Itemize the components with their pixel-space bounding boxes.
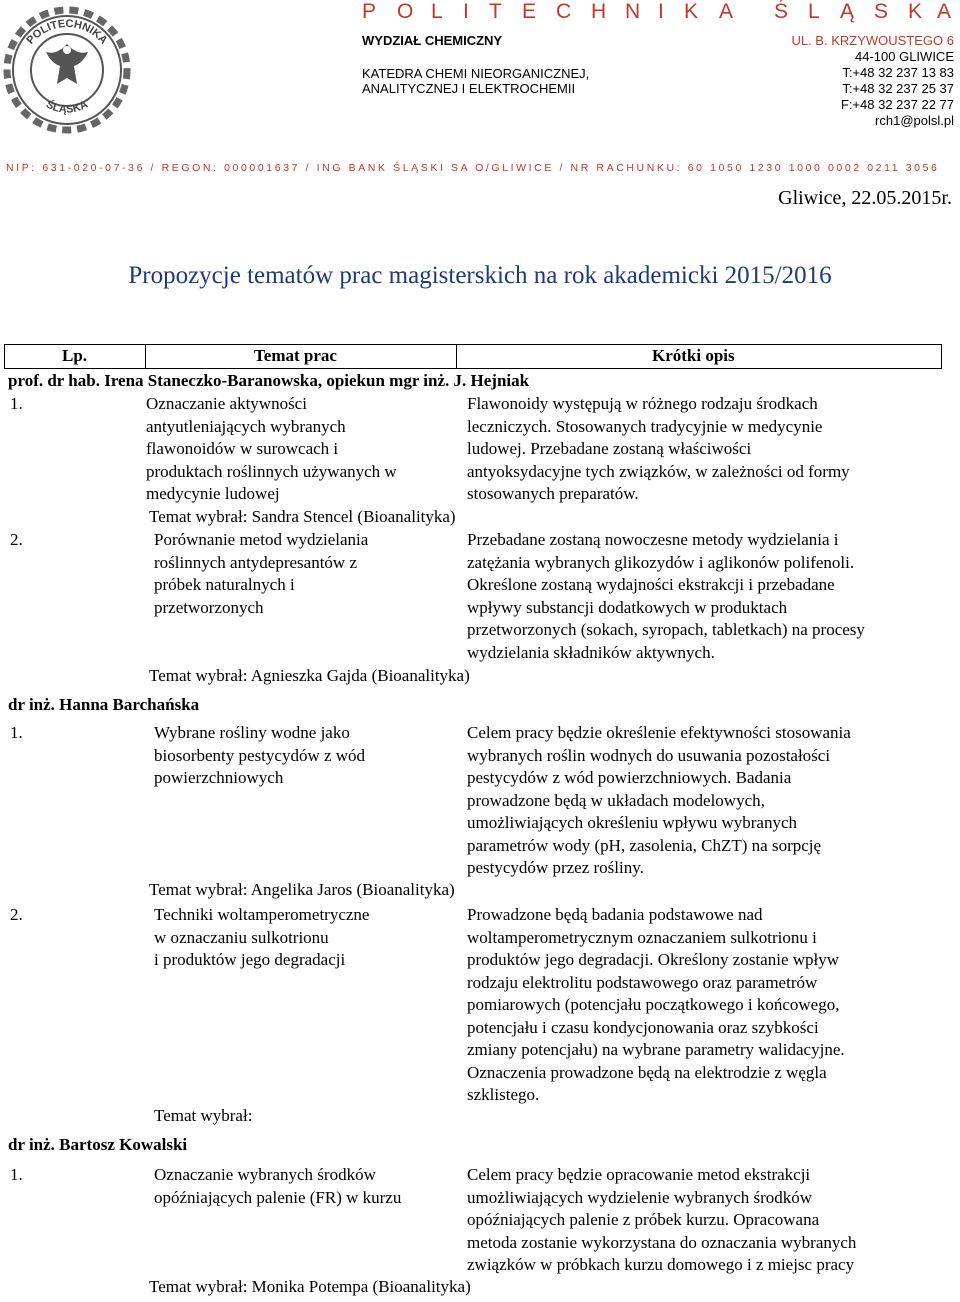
university-logo: [2, 4, 132, 134]
uni-letter: Ś: [774, 0, 789, 23]
description-line: prowadzone będą w układach modelowych,: [467, 790, 765, 810]
topic-title-line: medycynie ludowej: [146, 484, 280, 503]
description-line: Przebadane zostaną nowoczesne metody wydzielania i: [467, 530, 839, 549]
topic-title-line: powierzchniowych: [154, 768, 284, 787]
description-line: parametrów wody (pH, zasolenia, ChZT) na sorpcję: [467, 835, 822, 855]
description-line: Celem pracy będzie opracowanie metod ekstrakcji: [467, 1165, 811, 1184]
description-line: pestycydów z wód powierzchniowych. Badania: [467, 768, 792, 787]
uni-letter: N: [625, 0, 641, 23]
description-line: wydzielania składników aktywnych.: [467, 642, 715, 662]
svg-text:POLITECHNIKA: POLITECHNIKA: [24, 17, 110, 47]
nip-line: NIP: 631-020-07-36 / REGON: 000001637 / ING BANK ŚLĄSKI SA O/GLIWICE / NR RACHUNKU: 60 1050 1230 1000 0002 0211 3056: [6, 162, 940, 174]
topic-number: 1.: [10, 394, 23, 413]
uni-letter: C: [556, 0, 572, 23]
topic-chosen-by: Temat wybrał: Monika Potempa (Bioanalityka): [149, 1277, 471, 1296]
topic-chosen-by: Temat wybrał:: [154, 1106, 253, 1125]
chair-name-line2: ANALITYCZNEJ I ELEKTROCHEMII: [362, 81, 576, 96]
supervisor-name: prof. dr hab. Irena Staneczko-Baranowska, opiekun mgr inż. J. Hejniak: [8, 371, 530, 390]
topic-title: [154, 1164, 401, 1209]
uni-letter: E: [522, 0, 537, 23]
description-line: związków w próbkach kurzu domowego i z miejsc pracy: [467, 1255, 855, 1274]
topic-description: [467, 529, 865, 664]
description-line: Określone zostaną wydajności ekstrakcji i przebadane: [467, 575, 835, 594]
topic-number: 1.: [10, 1165, 23, 1184]
topic-title: [146, 393, 397, 506]
topic-title-line: flawonoidów w surowcach i: [146, 439, 339, 458]
chair-name-line1: KATEDRA CHEMI NIEORGANICZNEJ,: [362, 66, 590, 81]
description-line: wpływy substancji dodatkowych w produktach: [467, 597, 788, 617]
description-line: zmiany potencjału) na wybrane parametry walidacyjne.: [467, 1040, 845, 1059]
topic-title-line: Oznaczanie wybranych środków: [154, 1165, 376, 1184]
column-header-description: Krótki opis: [652, 346, 735, 365]
column-header-lp: Lp.: [62, 346, 88, 365]
document-date: Gliwice, 22.05.2015r.: [778, 187, 952, 209]
uni-letter: A: [937, 0, 952, 23]
uni-letter: O: [397, 0, 414, 23]
topic-title: [154, 529, 368, 619]
description-line: ludowej. Przebadane zostaną właściwości: [467, 439, 752, 458]
uni-letter: I: [463, 0, 469, 23]
fax: F:+48 32 237 22 77: [840, 97, 954, 112]
description-line: Prowadzone będą badania podstawowe nad: [467, 905, 763, 924]
description-line: antyoksydacyjne tych związków, w zależności od formy: [467, 461, 850, 481]
address-street: UL. B. KRZYWOUSTEGO 6: [791, 33, 954, 48]
topic-title-line: i produktów jego degradacji: [154, 950, 346, 969]
phone-2: T:+48 32 237 25 37: [842, 81, 954, 96]
topic-number: 2.: [10, 530, 23, 549]
topic-chosen-by: Temat wybrał: Angelika Jaros (Bioanalityka): [149, 880, 455, 899]
topic-number: 2.: [10, 905, 23, 924]
document-title: Propozycje tematów prac magisterskich na rok akademicki 2015/2016: [128, 262, 832, 289]
topic-number: 1.: [10, 723, 23, 742]
topic-title-line: antyutleniających wybranych: [146, 416, 346, 436]
faculty-name: WYDZIAŁ CHEMICZNY: [362, 33, 503, 48]
topic-title-line: roślinnych antydepresantów z: [154, 552, 357, 572]
address-city: 44-100 GLIWICE: [855, 49, 954, 64]
description-line: pomiarowych (potencjału początkowego i końcowego,: [467, 995, 840, 1014]
topic-title-line: Wybrane rośliny wodne jako: [154, 723, 350, 742]
topic-title-line: próbek naturalnych i: [154, 575, 295, 594]
description-line: szklistego.: [467, 1085, 540, 1104]
topic-title-line: Porównanie metod wydzielania: [154, 530, 369, 549]
svg-text:ŚLĄSKA: ŚLĄSKA: [44, 98, 90, 116]
uni-letter: L: [431, 0, 443, 23]
uni-letter: A: [719, 0, 734, 23]
description-line: rodzaju elektrolitu podstawowego oraz parametrów: [467, 972, 818, 992]
uni-letter: I: [658, 0, 664, 23]
uni-letter: H: [591, 0, 607, 23]
topic-description: [467, 722, 851, 880]
topic-title: [154, 722, 365, 790]
description-line: umożliwiających określeniu wpływu wybranych: [467, 813, 797, 832]
topic-title-line: Techniki woltamperometryczne: [154, 905, 370, 924]
supervisor-name: dr inż. Bartosz Kowalski: [8, 1135, 188, 1154]
topic-title-line: przetworzonych: [154, 597, 264, 617]
topic-title: [154, 904, 369, 972]
description-line: przetworzonych (sokach, syropach, tabletkach) na procesy: [467, 620, 865, 639]
topic-chosen-by: Temat wybrał: Sandra Stencel (Bioanalityka): [149, 507, 456, 526]
uni-letter: L: [808, 0, 820, 23]
description-line: umożliwiających wydzielenie wybranych środków: [467, 1187, 813, 1207]
description-line: zatężania wybranych glikozydów i aglikonów polifenoli.: [467, 552, 855, 572]
description-line: Celem pracy będzie określenie efektywności stosowania: [467, 723, 851, 742]
email: rch1@polsl.pl: [875, 113, 954, 128]
description-line: Flawonoidy występują w różnego rodzaju środkach: [467, 394, 818, 413]
uni-letter: S: [874, 0, 889, 23]
uni-letter: K: [684, 0, 699, 23]
description-line: metoda zostanie wykorzystana do oznaczania wybranych: [467, 1232, 857, 1252]
address-block: [791, 33, 954, 129]
topic-description: [467, 393, 850, 506]
topic-title-line: Oznaczanie aktywności: [146, 394, 307, 413]
topic-title-line: biosorbenty pestycydów z wód: [154, 745, 366, 765]
topic-chosen-by: Temat wybrał: Agnieszka Gajda (Bioanalityka): [149, 666, 470, 685]
uni-letter: T: [489, 0, 502, 23]
topic-title-line: opóźniających palenie (FR) w kurzu: [154, 1187, 402, 1207]
description-line: pestycydów przez rośliny.: [467, 858, 644, 877]
uni-letter: Ą: [840, 0, 855, 23]
supervisor-name: dr inż. Hanna Barchańska: [8, 695, 200, 714]
phone-1: T:+48 32 237 13 83: [842, 65, 954, 80]
uni-letter: K: [908, 0, 923, 23]
description-line: opóźniających palenie z próbek kurzu. Opracowana: [467, 1210, 820, 1229]
topic-description: [467, 1164, 856, 1277]
uni-letter: P: [362, 0, 377, 23]
topic-title-line: w oznaczaniu sulkotrionu: [154, 927, 329, 947]
topic-description: [467, 904, 845, 1107]
description-line: Oznaczenia prowadzone będą na elektrodzie z węgla: [467, 1062, 827, 1082]
description-line: potencjału i czasu kondycjonowania oraz szybkości: [467, 1017, 819, 1037]
description-line: stosowanych preparatów.: [467, 484, 639, 503]
description-line: woltamperometrycznym oznaczaniem sulkotrionu i: [467, 927, 817, 947]
description-line: leczniczych. Stosowanych tradycyjnie w medycynie: [467, 416, 823, 436]
column-header-topic: Temat prac: [254, 346, 337, 365]
description-line: wybranych roślin wodnych do usuwania pozostałości: [467, 745, 831, 765]
description-line: produktów jego degradacji. Określony zostanie wpływ: [467, 950, 840, 969]
topic-title-line: produktach roślinnych używanych w: [146, 461, 397, 481]
